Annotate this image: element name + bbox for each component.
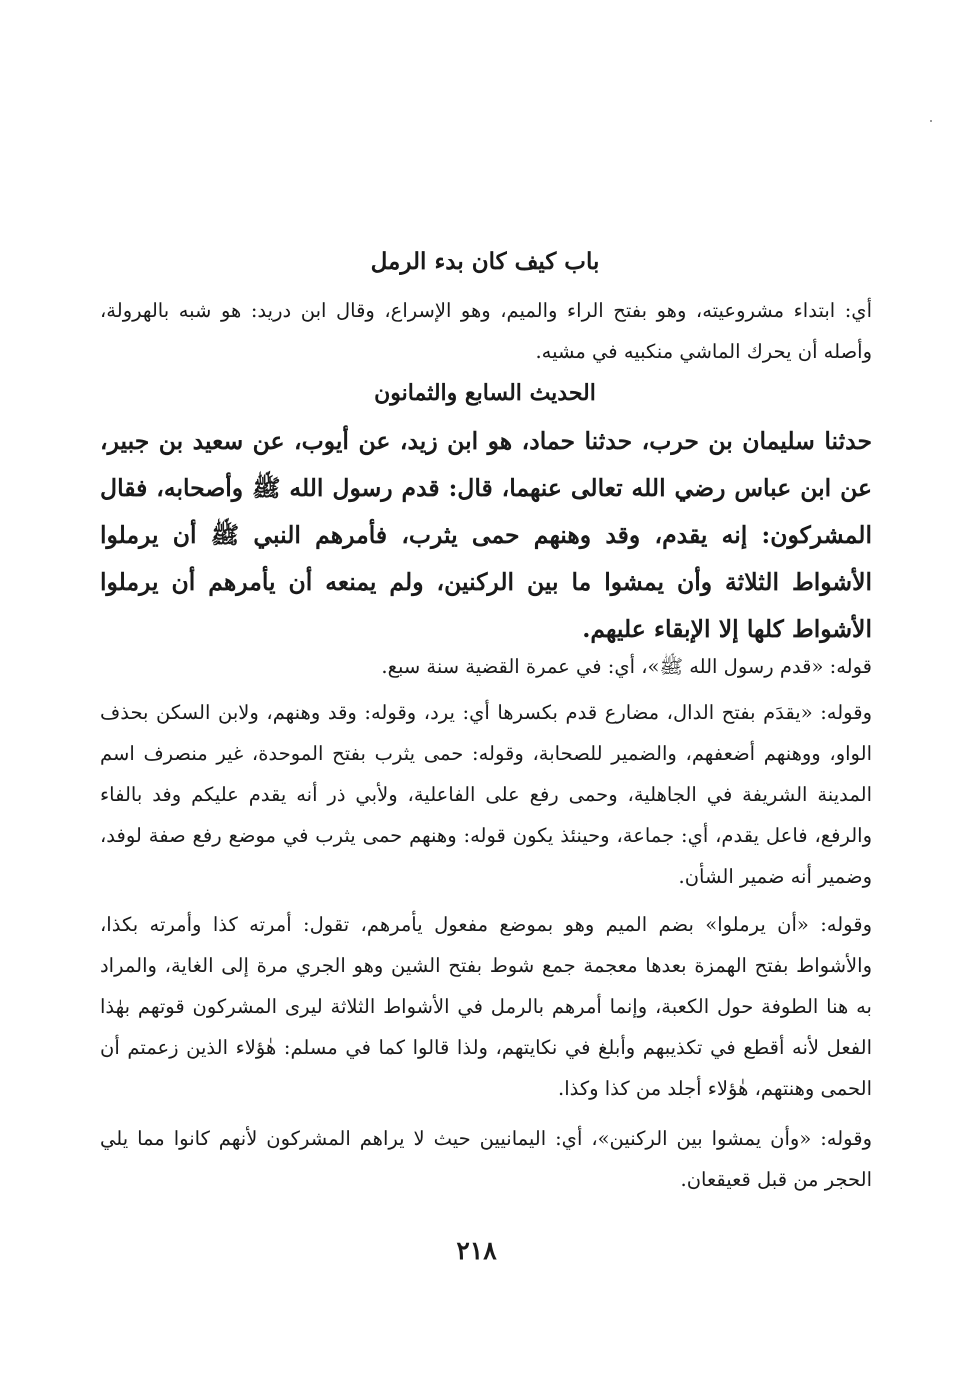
hadith-paragraph: [100, 418, 872, 653]
commentary-text: قوله: «قدم رسول الله ﷺ»، أي: في عمرة القضية سنة سبع.: [381, 655, 872, 678]
intro-text: أي: ابتداء مشروعيته، وهو بفتح الراء والميم، وهو الإسراع، وقال ابن دريد: هو شبه بالهرولة، وأصله أن يحرك الماشي منكبيه في مشيه.: [100, 299, 872, 363]
page-number: ٢١٨: [456, 1236, 497, 1265]
scan-speck: [930, 120, 932, 122]
intro-paragraph: [100, 290, 872, 372]
commentary-text: وقوله: «وأن يمشوا بين الركنين»، أي: اليمانيين حيث لا يراهم المشركون لأنهم كانوا مما يلي الحجر من قبل قعيقعان.: [100, 1127, 872, 1191]
chapter-title: باب كيف كان بدء الرمل: [370, 248, 600, 275]
commentary-text: وقوله: «يقدَم بفتح الدال، مضارع قدم بكسرها أي: يرد، وقوله: وقد وهنهم، ولابن السكن بحذف الواو، ووهنهم أضعفهم، والضمير للصحابة، وقوله: حمى يثرب بفتح الموحدة، غير منصرف اسم المدينة الشريفة في الجاهلية، وحمى رفع على الفاعلية، ولأبي ذر أنه يقدم عليكم وفد بالفاء والرفع، فاعل يقدم، أي: جماعة، وحينئذ يكون قوله: وهنهم حمى يثرب في موضع رفع صفة لوفد، وضمير أنه ضمير الشأن.: [100, 701, 872, 888]
commentary-4: [100, 1118, 872, 1200]
commentary-2: [100, 692, 872, 897]
commentary-text: وقوله: «أن يرملوا» بضم الميم وهو بموضع مفعول يأمرهم، تقول: أمرته كذا وأمرته بكذا، والأشواط بفتح الهمزة بعدها معجمة جمع شوط بفتح الشين وهو الجري مرة إلى الغاية، والمراد به هنا الطوفة حول الكعبة، وإنما أمرهم بالرمل في الأشواط الثلاثة ليرى المشركون قوتهم بهٰذا الفعل لأنه أقطع في تكذيبهم وأبلغ في نكايتهم، ولذا قالوا كما في مسلم: هٰؤلاء الذين زعمتم أن الحمى وهنتهم، هٰؤلاء أجلد من كذا وكذا.: [100, 913, 872, 1100]
commentary-3: [100, 904, 872, 1109]
commentary-1: [100, 646, 872, 687]
hadith-text: حدثنا سليمان بن حرب، حدثنا حماد، هو ابن زيد، عن أيوب، عن سعيد بن جبير، عن ابن عباس رضي الله تعالى عنهما، قال: قدم رسول الله ﷺ وأصحابه، فقال المشركون: إنه يقدم، وقد وهنهم حمى يثرب، فأمرهم النبي ﷺ أن يرملوا الأشواط الثلاثة وأن يمشوا ما بين الركنين، ولم يمنعه أن يأمرهم أن يرملوا الأشواط كلها إلا الإبقاء عليهم.: [100, 427, 872, 643]
hadith-title: الحديث السابع والثمانون: [374, 380, 596, 406]
